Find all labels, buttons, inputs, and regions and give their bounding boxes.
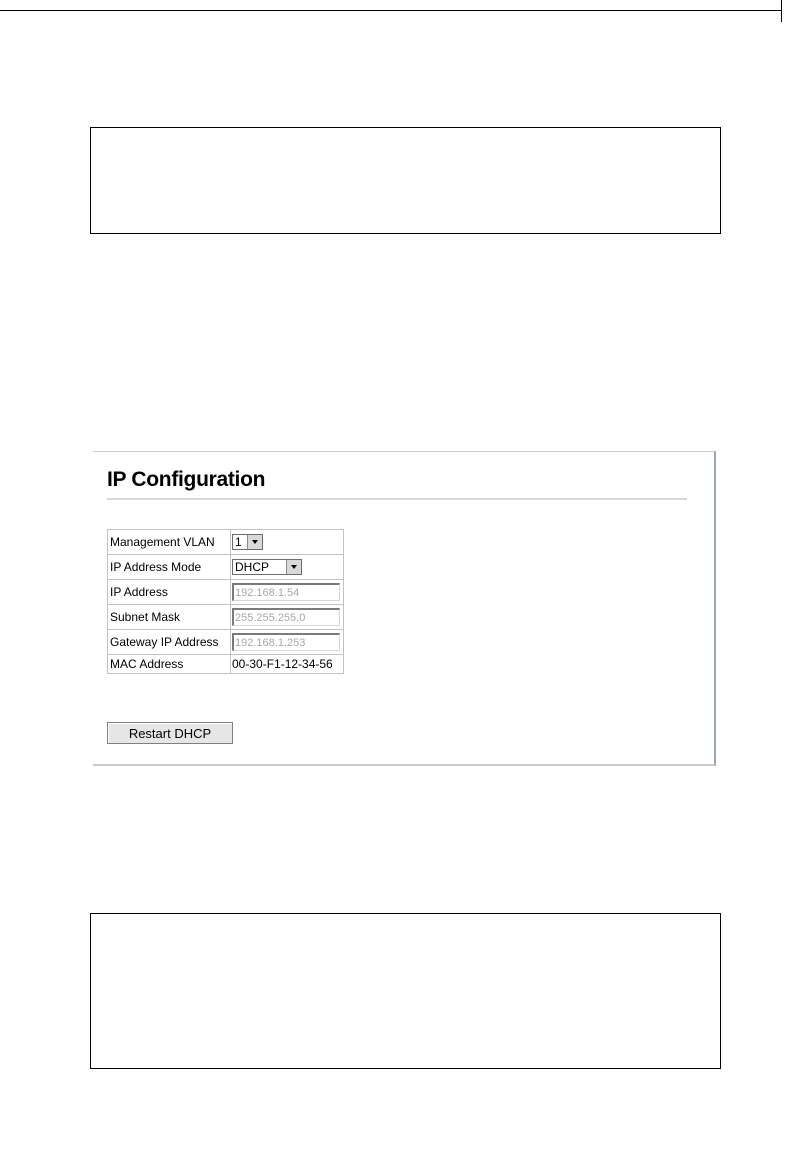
gateway-ip-address-label: Gateway IP Address	[108, 630, 231, 655]
table-row	[108, 580, 344, 605]
table-row	[108, 605, 344, 630]
table-row	[108, 530, 344, 555]
ip-configuration-panel	[93, 451, 716, 766]
management-vlan-value: 1	[235, 535, 242, 549]
subnet-mask-field[interactable]	[232, 608, 340, 626]
subnet-mask-label: Subnet Mask	[108, 605, 231, 630]
gateway-ip-address-field[interactable]	[232, 633, 340, 651]
table-row	[108, 655, 344, 674]
table-row	[108, 555, 344, 580]
page-title: IP Configuration	[107, 468, 266, 491]
mac-address-value: 00-30-F1-12-34-56	[231, 655, 344, 674]
chevron-down-icon[interactable]	[247, 535, 262, 549]
ip-address-label: IP Address	[108, 580, 231, 605]
page-top-rule	[0, 10, 782, 11]
ip-address-mode-label: IP Address Mode	[108, 555, 231, 580]
note-box-bottom	[90, 913, 721, 1069]
title-divider	[107, 498, 687, 500]
management-vlan-select[interactable]	[232, 534, 263, 550]
table-row	[108, 630, 344, 655]
ip-address-field[interactable]	[232, 583, 340, 601]
ip-config-table	[107, 529, 344, 674]
note-box-top	[90, 127, 721, 234]
page-corner-tick	[781, 0, 782, 22]
chevron-down-icon[interactable]	[286, 560, 301, 574]
restart-dhcp-button[interactable]: Restart DHCP	[107, 722, 233, 744]
mac-address-label: MAC Address	[108, 655, 231, 674]
ip-address-mode-select[interactable]	[232, 559, 302, 575]
ip-address-mode-value: DHCP	[235, 560, 270, 574]
management-vlan-label: Management VLAN	[108, 530, 231, 555]
